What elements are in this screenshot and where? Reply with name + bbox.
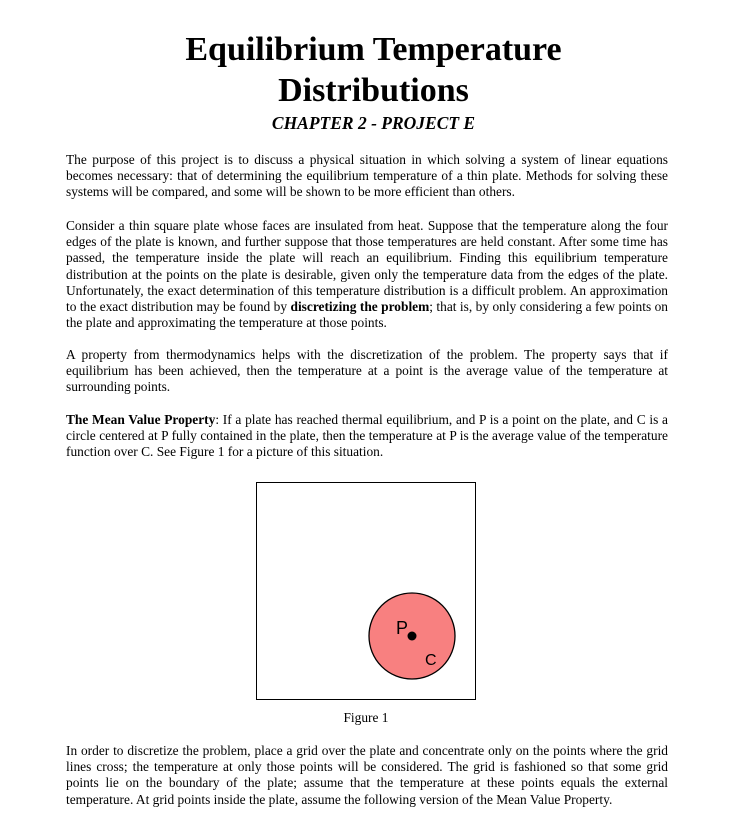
paragraph-thin-plate <box>66 218 668 331</box>
paragraph-purpose: The purpose of this project is to discuss a physical situation in which solving a system of linear equations becomes necessary: that of determining the equilibrium temperature of a thin plate. Methods for solving these systems will be compared, and some will be shown to be more efficient than others. <box>66 152 668 200</box>
paragraph-mean-value-property <box>66 412 668 461</box>
paragraph-thin-plate-tail: ; that is, by only considering a few points on the plate and approximating the temperature at those points. <box>66 299 668 331</box>
mean-value-property-term: The Mean Value Property <box>66 412 216 427</box>
paragraph-thin-plate-text: Consider a thin square plate whose faces are insulated from heat. Suppose that the temperature along the four edges of the plate is known, and further suppose that those temperatures are held constant. After some time has passed, the temperature inside the plate will reach an equilibrium. Finding this equilibrium temperature distribution at the points on the plate is desirable, given only the temperature data from the edges of the plate. Unfortunately, the exact determination of this temperature distribution is a difficult problem. An approximation to the exact distribution may be found by <box>66 218 668 315</box>
figure-1-plate <box>256 482 476 700</box>
figure-1-caption: Figure 1 <box>343 710 389 725</box>
chapter-subtitle: CHAPTER 2 - PROJECT E <box>271 113 476 133</box>
title-line-1: Equilibrium Temperature <box>185 31 562 68</box>
point-p-label: P <box>396 618 409 638</box>
title-line-2: Distributions <box>278 72 469 109</box>
mean-value-property-text: : If a plate has reached thermal equilibrium, and P is a point on the plate, and C is a circle centered at P fully contained in the plate, then the temperature at P is the average value of the temperature function over C. See Figure 1 for a picture of this situation. <box>66 412 668 460</box>
paragraph-discretize: In order to discretize the problem, place a grid over the plate and concentrate only on the points where the grid lines cross; the temperature at only those points will be considered. The grid is fashioned so that some grid points lie on the boundary of the plate; assume that the temperature at these points equals the external temperature. At grid points inside the plate, assume the following version of the Mean Value Property. <box>66 743 668 807</box>
figure-1-diagram <box>257 483 475 699</box>
discretizing-term: discretizing the problem <box>290 299 430 315</box>
circle-c-label: C <box>425 652 437 669</box>
paragraph-thermodynamics: A property from thermodynamics helps with the discretization of the problem. The property says that if equilibrium has been achieved, then the temperature at a point is the average value of the temperature at surrounding points. <box>66 347 668 395</box>
point-p-dot <box>408 632 417 641</box>
